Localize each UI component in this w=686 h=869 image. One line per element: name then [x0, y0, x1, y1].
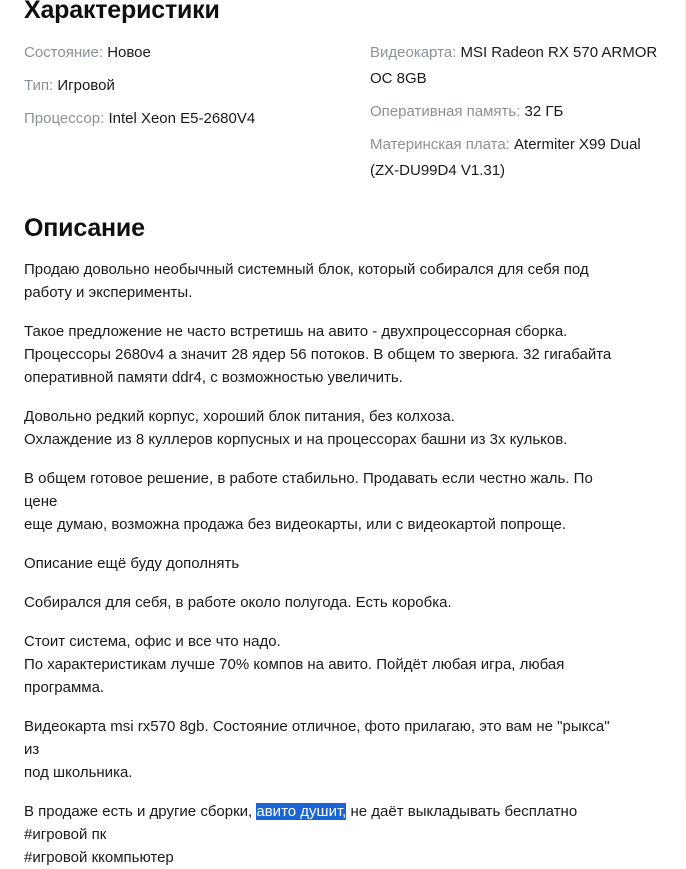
description-line: В общем готовое решение, в работе стабильно. Продавать если честно жаль. По цене	[24, 470, 593, 510]
hashtag-item: #игровой пк	[24, 826, 107, 843]
specs-table	[24, 40, 664, 191]
description-body	[24, 258, 624, 869]
spec-label: Состояние:	[24, 44, 104, 61]
spec-value: Intel Xeon E5-2680V4	[108, 110, 256, 127]
description-line-with-selection[interactable]	[24, 800, 624, 823]
page-title-description: Описание	[24, 214, 145, 242]
hashtag-item: #игровой ккомпьютер	[24, 849, 174, 866]
description-line: Довольно редкий корпус, хороший блок питания, без колхоза.	[24, 408, 455, 425]
spec-value: Atermiter X99 Dual (ZX-DU99D4 V1.31)	[370, 136, 641, 179]
specs-column-right	[344, 40, 664, 191]
spec-value: MSI Radeon RX 570 ARMOR OC 8GB	[370, 44, 658, 87]
description-paragraph	[24, 320, 624, 389]
description-paragraph	[24, 630, 624, 699]
description-line: Такое предложение не часто встретишь на авито - двухпроцессорная сборка.	[24, 323, 568, 340]
specs-column-left	[24, 40, 344, 191]
description-paragraph	[24, 591, 624, 614]
description-line: Видеокарта msi rx570 8gb. Состояние отличное, фото прилагаю, это вам не "рыкса" из	[24, 718, 610, 758]
spec-row	[370, 40, 664, 92]
spec-row	[24, 73, 344, 99]
description-line: Охлаждение из 8 куллеров корпусных и на процессорах башни из 3х кульков.	[24, 431, 568, 448]
description-line: оперативной памяти ddr4, с возможностью увеличить.	[24, 369, 403, 386]
spec-row	[24, 106, 344, 132]
spec-label: Оперативная память:	[370, 103, 521, 120]
description-paragraph-selected[interactable]	[24, 800, 624, 869]
spec-label: Процессор:	[24, 110, 105, 127]
spec-label: Видеокарта:	[370, 44, 457, 61]
selected-text[interactable]: авито душит,	[256, 803, 347, 820]
page-title-specs: Характеристики	[24, 0, 220, 24]
description-paragraph	[24, 552, 624, 575]
description-paragraph	[24, 467, 624, 536]
description-line: Собирался для себя, в работе около полугода. Есть коробка.	[24, 594, 452, 611]
spec-row	[24, 40, 344, 66]
description-line: По характеристикам лучше 70% компов на авито. Пойдёт любая игра, любая	[24, 656, 565, 673]
description-line: Стоит система, офис и все что надо.	[24, 633, 281, 650]
description-line: Продаю довольно необычный системный блок, который собирался для себя под	[24, 261, 589, 278]
spec-row	[370, 132, 664, 184]
description-line: программа.	[24, 679, 105, 696]
spec-value: Новое	[107, 44, 151, 61]
spec-value: Игровой	[57, 77, 115, 94]
description-paragraph	[24, 258, 624, 304]
description-line: под школьника.	[24, 764, 133, 781]
description-line: еще думаю, возможна продажа без видеокарты, или с видеокартой попроще.	[24, 516, 567, 533]
spec-label: Тип:	[24, 77, 54, 94]
description-paragraph	[24, 715, 624, 784]
spec-label: Материнская плата:	[370, 136, 510, 153]
text-before-selection: В продаже есть и другие сборки,	[24, 803, 257, 820]
text-after-selection: не даёт выкладывать бесплатно	[346, 803, 578, 820]
spec-row	[370, 99, 664, 125]
description-paragraph	[24, 405, 624, 451]
description-line: Описание ещё буду дополнять	[24, 555, 240, 572]
description-line: Процессоры 2680v4 а значит 28 ядер 56 потоков. В общем то зверюга. 32 гигабайта	[24, 346, 612, 363]
spec-value: 32 ГБ	[524, 103, 564, 120]
description-line: работу и эксперименты.	[24, 284, 193, 301]
